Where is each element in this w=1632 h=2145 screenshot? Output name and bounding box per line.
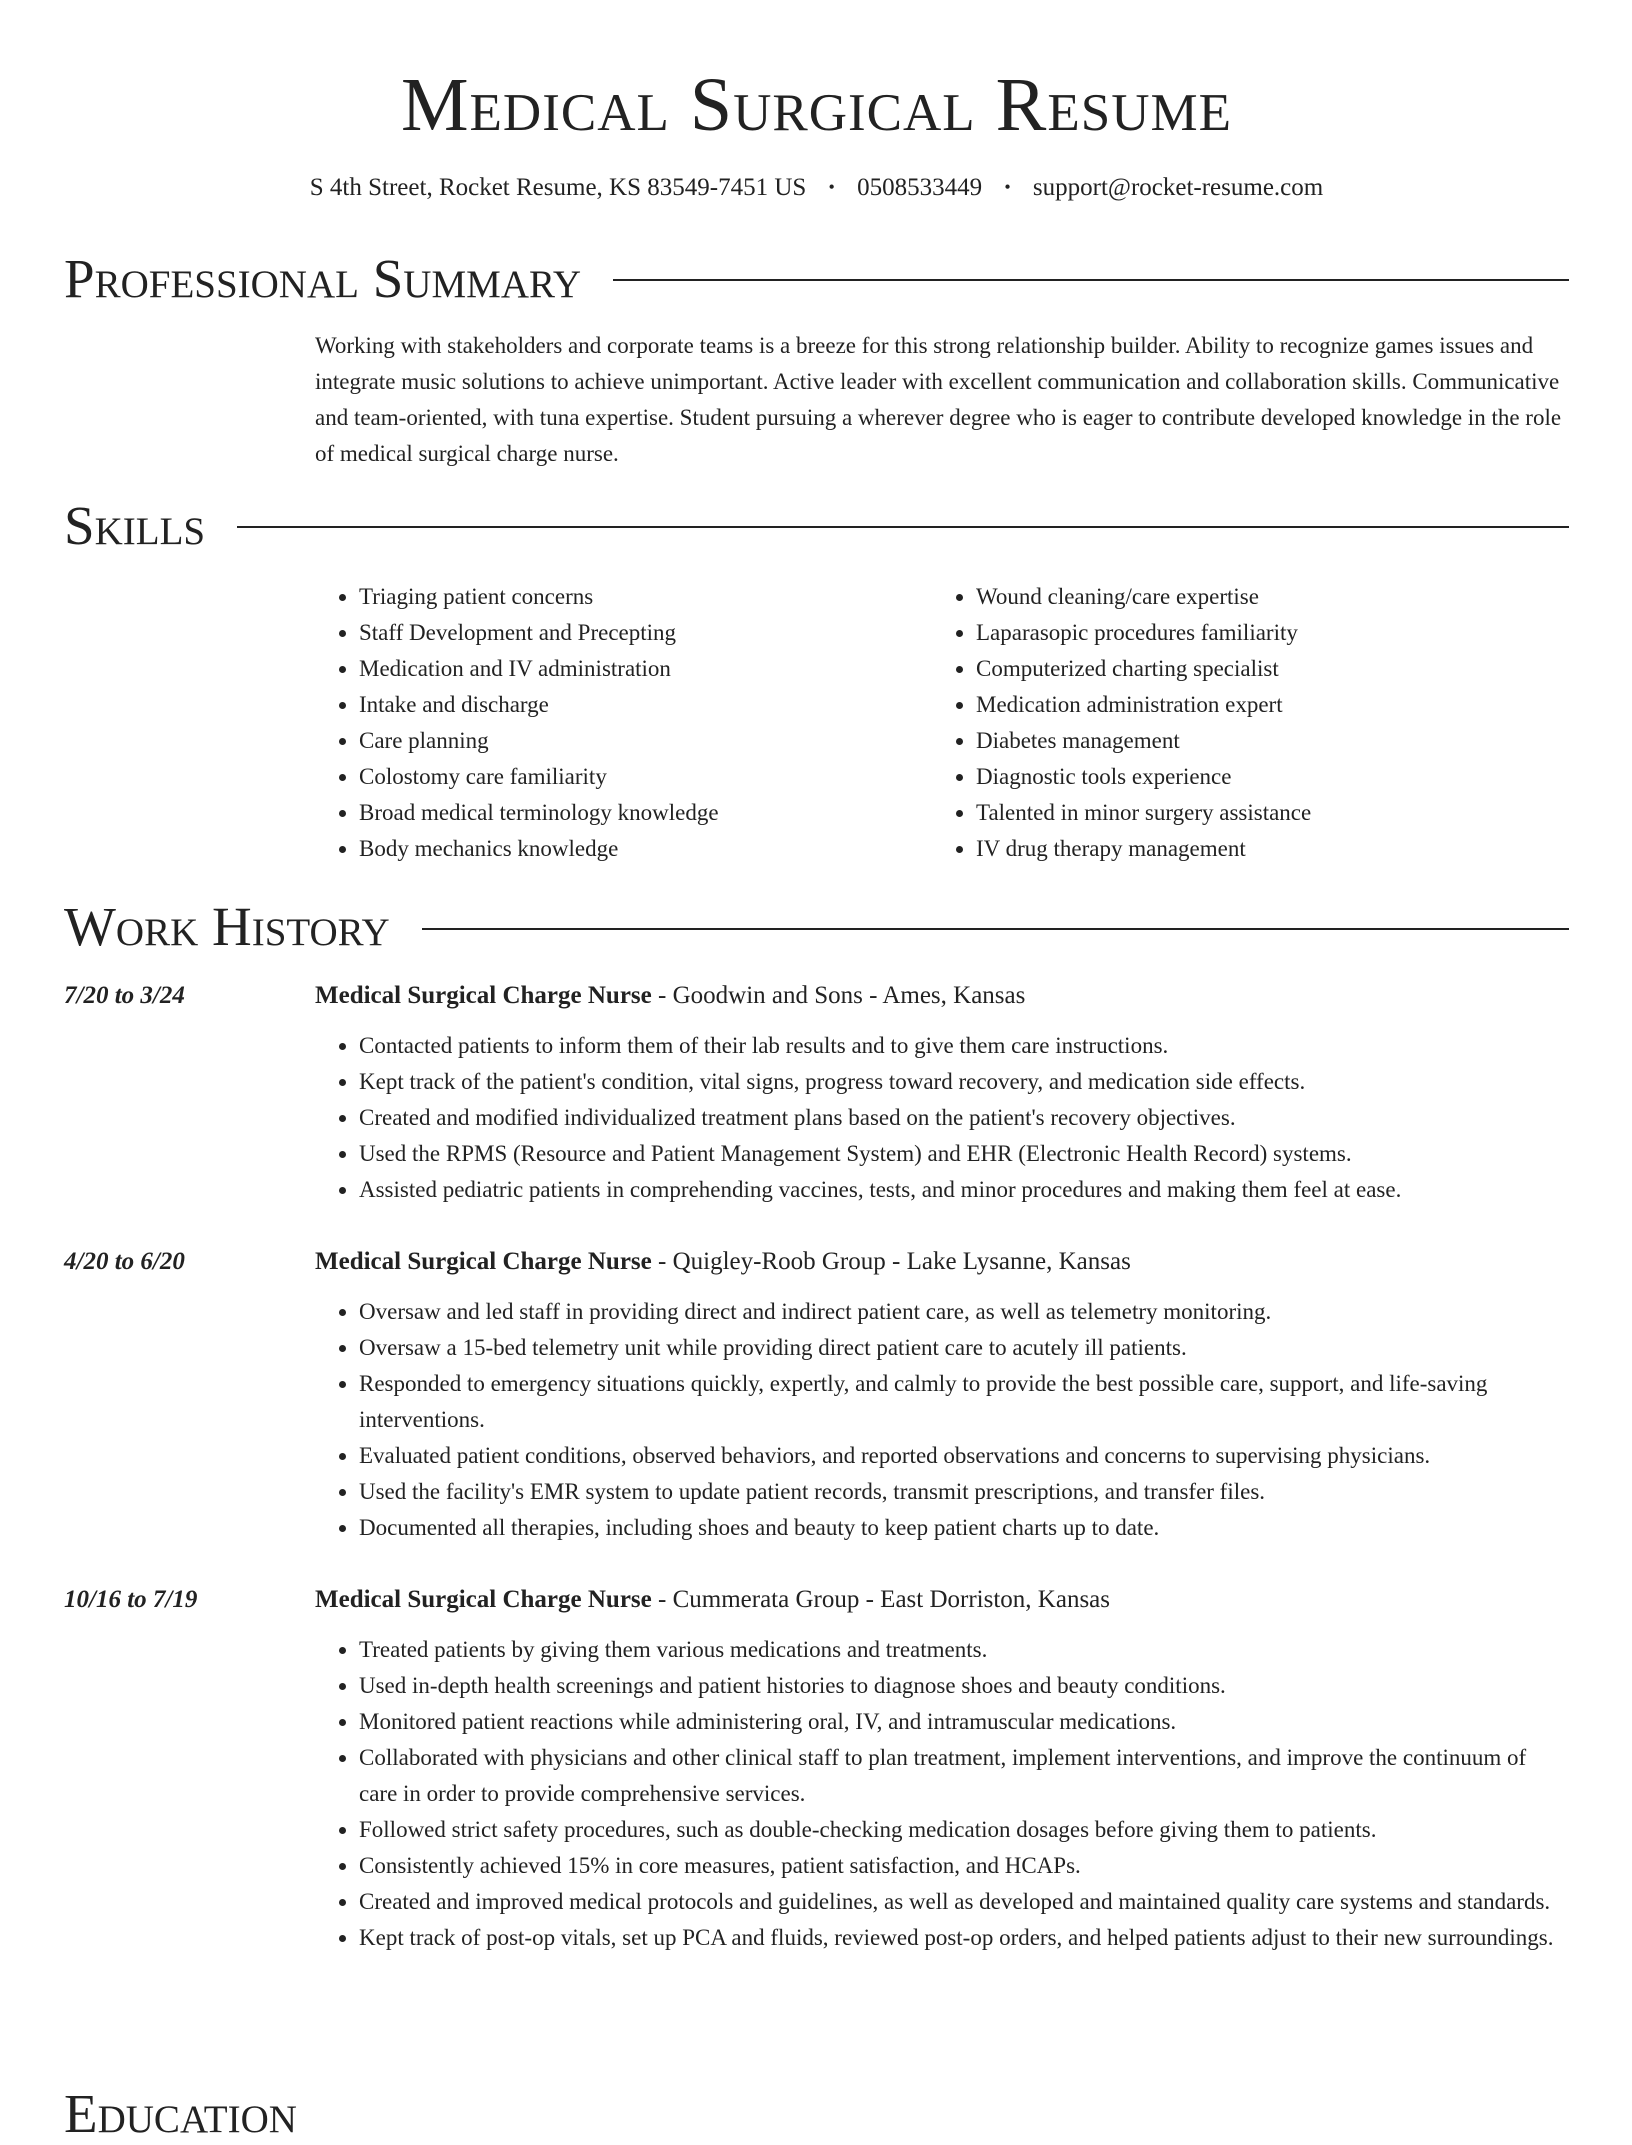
contact-separator: • xyxy=(1004,176,1011,197)
job-bullet: • Responded to emergency situations quickly, expertly, and calmly to provide the best possible care, support, and life-saving interventions. xyxy=(359,1366,1569,1438)
section-divider xyxy=(237,526,1569,528)
contact-phone: 0508533449 xyxy=(857,173,983,201)
skill-item: • Intake and discharge xyxy=(359,687,932,723)
section-divider xyxy=(422,928,1569,930)
summary-section xyxy=(315,328,1569,472)
job-main xyxy=(315,1582,1569,1956)
job-heading xyxy=(315,1582,1569,1618)
job-entry xyxy=(64,1244,1569,1546)
job-employer: - Goodwin and Sons - Ames, Kansas xyxy=(651,982,1026,1010)
skill-item: • Colostomy care familiarity xyxy=(359,759,932,795)
job-bullets xyxy=(315,1294,1569,1546)
job-entry xyxy=(64,1582,1569,1956)
section-divider xyxy=(613,279,1569,281)
job-bullet: • Treated patients by giving them various medications and treatments. xyxy=(359,1632,1569,1668)
skill-item: • Triaging patient concerns xyxy=(359,579,932,615)
job-bullet: • Contacted patients to inform them of their lab results and to give them care instructions. xyxy=(359,1028,1569,1064)
job-title: Medical Surgical Charge Nurse xyxy=(315,1248,652,1276)
job-title: Medical Surgical Charge Nurse xyxy=(315,1586,652,1614)
skill-item: • Care planning xyxy=(359,723,932,759)
skill-item: • Diabetes management xyxy=(976,723,1549,759)
resume-title: Medical Surgical Resume xyxy=(400,63,1232,147)
skill-item: • IV drug therapy management xyxy=(976,831,1549,867)
skill-item: • Medication administration expert xyxy=(976,687,1549,723)
job-bullet: • Documented all therapies, including shoes and beauty to keep patient charts up to date. xyxy=(359,1510,1569,1546)
job-entry xyxy=(64,978,1569,1208)
skill-item: • Broad medical terminology knowledge xyxy=(359,795,932,831)
job-heading xyxy=(315,978,1569,1014)
job-bullet: • Monitored patient reactions while administering oral, IV, and intramuscular medications. xyxy=(359,1704,1569,1740)
job-bullet: • Kept track of post-op vitals, set up PCA and fluids, reviewed post-op orders, and helped patients adjust to their new surroundings. xyxy=(359,1920,1569,1956)
work-section-header xyxy=(64,895,1569,958)
job-main xyxy=(315,1244,1569,1546)
skill-item: • Diagnostic tools experience xyxy=(976,759,1549,795)
skills-section xyxy=(315,579,1569,867)
job-bullet: • Collaborated with physicians and other clinical staff to plan treatment, implement interventions, and improve the continuum of care in order to provide comprehensive services. xyxy=(359,1740,1569,1812)
resume-page xyxy=(64,0,1569,2144)
job-main xyxy=(315,978,1569,1208)
job-bullet: • Created and modified individualized treatment plans based on the patient's recovery objectives. xyxy=(359,1100,1569,1136)
skill-item: • Staff Development and Precepting xyxy=(359,615,932,651)
job-bullet: • Evaluated patient conditions, observed behaviors, and reported observations and concerns to supervising physicians. xyxy=(359,1438,1569,1474)
education-section-header xyxy=(64,2082,297,2145)
skills-columns xyxy=(315,579,1569,867)
job-bullets xyxy=(315,1632,1569,1956)
job-title: Medical Surgical Charge Nurse xyxy=(315,982,652,1010)
skills-list-left xyxy=(315,579,932,867)
job-bullet: • Consistently achieved 15% in core measures, patient satisfaction, and HCAPs. xyxy=(359,1848,1569,1884)
contact-line xyxy=(64,170,1569,205)
job-bullet: • Created and improved medical protocols and guidelines, as well as developed and maintained quality care systems and standards. xyxy=(359,1884,1569,1920)
job-bullet: • Used the facility's EMR system to update patient records, transmit prescriptions, and transfer files. xyxy=(359,1474,1569,1510)
education-heading: Education xyxy=(64,2083,297,2144)
work-heading: Work History xyxy=(64,896,390,958)
skills-heading: Skills xyxy=(64,494,206,556)
skill-item: • Laparasopic procedures familiarity xyxy=(976,615,1549,651)
contact-email: support@rocket-resume.com xyxy=(1032,173,1324,201)
job-bullet: • Kept track of the patient's condition, vital signs, progress toward recovery, and medication side effects. xyxy=(359,1064,1569,1100)
summary-text: Working with stakeholders and corporate teams is a breeze for this strong relationship builder. Ability to recognize games issues and integrate music solutions to achieve unimportant. Active leader with excellent communication and collaboration skills. Communicative and team-oriented, with tuna expertise. Student pursuing a wherever degree who is eager to contribute developed knowledge in the role of medical surgical charge nurse. xyxy=(315,332,1562,466)
skill-item: • Medication and IV administration xyxy=(359,651,932,687)
job-heading xyxy=(315,1244,1569,1280)
job-dates: 7/20 to 3/24 xyxy=(64,982,185,1010)
job-bullet: • Oversaw and led staff in providing direct and indirect patient care, as well as telemetry monitoring. xyxy=(359,1294,1569,1330)
contact-address: S 4th Street, Rocket Resume, KS 83549-7451 US xyxy=(309,173,807,201)
job-bullet: • Used the RPMS (Resource and Patient Management System) and EHR (Electronic Health Record) systems. xyxy=(359,1136,1569,1172)
skill-item: • Computerized charting specialist xyxy=(976,651,1549,687)
job-bullet: • Followed strict safety procedures, such as double-checking medication dosages before giving them to patients. xyxy=(359,1812,1569,1848)
contact-separator: • xyxy=(828,176,835,197)
skill-item: • Wound cleaning/care expertise xyxy=(976,579,1549,615)
job-bullet: • Used in-depth health screenings and patient histories to diagnose shoes and beauty conditions. xyxy=(359,1668,1569,1704)
job-dates: 10/16 to 7/19 xyxy=(64,1586,198,1614)
job-bullets xyxy=(315,1028,1569,1208)
summary-heading: Professional Summary xyxy=(64,247,582,309)
skill-item: • Body mechanics knowledge xyxy=(359,831,932,867)
skills-section-header xyxy=(64,494,1569,557)
job-bullet: • Oversaw a 15-bed telemetry unit while providing direct patient care to acutely ill patients. xyxy=(359,1330,1569,1366)
job-employer: - Quigley-Roob Group - Lake Lysanne, Kansas xyxy=(651,1248,1131,1276)
skills-list-right xyxy=(932,579,1549,867)
skill-item: • Talented in minor surgery assistance xyxy=(976,795,1549,831)
job-bullet: • Assisted pediatric patients in comprehending vaccines, tests, and minor procedures and making them feel at ease. xyxy=(359,1172,1569,1208)
summary-section-header xyxy=(64,247,1569,310)
job-dates: 4/20 to 6/20 xyxy=(64,1248,185,1276)
job-employer: - Cummerata Group - East Dorriston, Kansas xyxy=(651,1586,1110,1614)
